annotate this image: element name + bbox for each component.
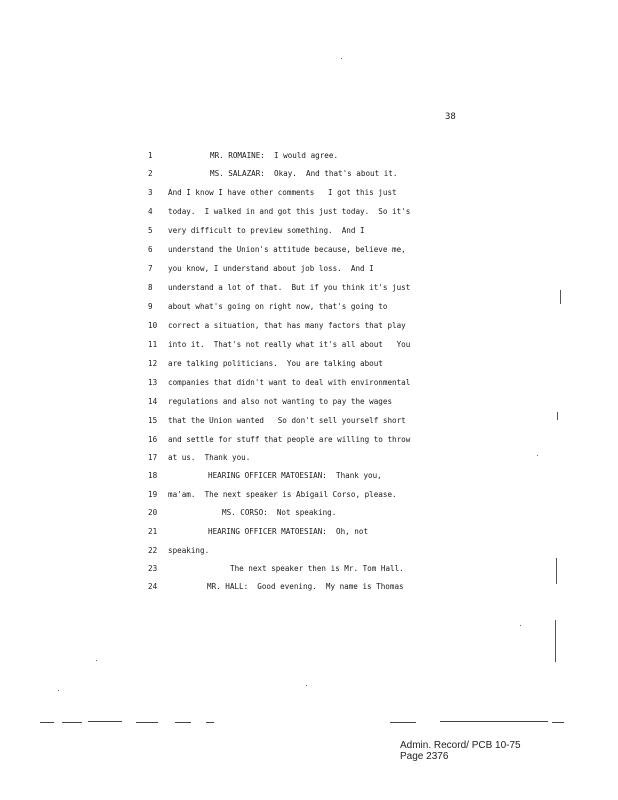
line-number: 1 xyxy=(148,151,153,160)
line-number: 12 xyxy=(148,359,158,368)
scan-edge xyxy=(206,722,214,723)
line-number: 21 xyxy=(148,527,158,536)
line-text: MR. ROMAINE: I would agree. xyxy=(210,151,339,160)
line-text: speaking. xyxy=(168,546,210,555)
line-number: 14 xyxy=(148,397,158,406)
line-number: 17 xyxy=(148,453,158,462)
line-text: MS. SALAZAR: Okay. And that's about it. xyxy=(210,169,398,178)
scan-edge xyxy=(62,722,82,723)
scan-edge xyxy=(175,722,191,723)
line-text: understand the Union's attitude because, believe me, xyxy=(168,245,406,254)
scan-edge xyxy=(440,721,548,722)
line-number: 4 xyxy=(148,207,153,216)
line-number: 24 xyxy=(148,582,158,591)
line-text: And I know I have other comments I got this just xyxy=(168,188,397,197)
line-text: that the Union wanted So don't sell yourself short xyxy=(168,416,406,425)
line-number: 2 xyxy=(148,169,153,178)
scan-mark xyxy=(556,558,557,584)
line-number: 5 xyxy=(148,226,153,235)
line-text: HEARING OFFICER MATOESIAN: Thank you, xyxy=(208,471,382,480)
line-number: 13 xyxy=(148,378,158,387)
scan-speck xyxy=(58,690,59,691)
scan-speck xyxy=(520,625,521,626)
line-text: MS. CORSO: Not speaking. xyxy=(222,508,337,517)
admin-record-page: Page 2376 xyxy=(400,751,449,762)
scan-speck xyxy=(341,58,342,59)
scan-edge xyxy=(40,722,54,723)
line-number: 10 xyxy=(148,321,158,330)
line-number: 18 xyxy=(148,471,158,480)
scan-edge xyxy=(552,722,564,723)
line-number: 8 xyxy=(148,283,153,292)
admin-record-stamp xyxy=(400,740,521,762)
line-text: HEARING OFFICER MATOESIAN: Oh, not xyxy=(208,527,369,536)
scan-speck xyxy=(306,685,307,686)
line-text: very difficult to preview something. And I xyxy=(168,226,365,235)
line-number: 11 xyxy=(148,340,158,349)
line-number: 22 xyxy=(148,546,158,555)
admin-record-label: Admin. Record/ PCB 10-75 xyxy=(400,740,521,751)
scan-edge xyxy=(390,722,416,723)
line-text: regulations and also not wanting to pay the wages xyxy=(168,397,393,406)
line-number: 20 xyxy=(148,508,158,517)
scan-mark xyxy=(560,290,561,304)
line-number: 19 xyxy=(148,490,158,499)
line-text: you know, I understand about job loss. And I xyxy=(168,264,374,273)
line-text: ma'am. The next speaker is Abigail Corso, please. xyxy=(168,490,397,499)
line-text: into it. That's not really what it's all about You xyxy=(168,340,411,349)
line-text: understand a lot of that. But if you think it's just xyxy=(168,283,411,292)
line-number: 3 xyxy=(148,188,153,197)
line-text: about what's going on right now, that's going to xyxy=(168,302,388,311)
scan-edge xyxy=(136,722,158,723)
line-text: at us. Thank you. xyxy=(168,453,251,462)
scan-edge xyxy=(88,721,122,722)
line-text: and settle for stuff that people are willing to throw xyxy=(168,435,411,444)
line-number: 15 xyxy=(148,416,158,425)
line-text: companies that didn't want to deal with environmental xyxy=(168,378,411,387)
line-number: 23 xyxy=(148,564,158,573)
line-number: 6 xyxy=(148,245,153,254)
scan-mark xyxy=(557,412,558,420)
scan-mark xyxy=(555,620,556,662)
line-text: are talking politicians. You are talking about xyxy=(168,359,383,368)
scan-speck xyxy=(96,660,97,661)
line-text: The next speaker then is Mr. Tom Hall. xyxy=(230,564,404,573)
line-text: today. I walked in and got this just today. So it's xyxy=(168,207,411,216)
line-number: 16 xyxy=(148,435,158,444)
scan-speck xyxy=(537,455,538,456)
line-number: 7 xyxy=(148,264,153,273)
page-number: 38 xyxy=(445,112,456,122)
line-text: correct a situation, that has many factors that play xyxy=(168,321,406,330)
line-text: MR. HALL: Good evening. My name is Thomas xyxy=(207,582,404,591)
line-number: 9 xyxy=(148,302,153,311)
